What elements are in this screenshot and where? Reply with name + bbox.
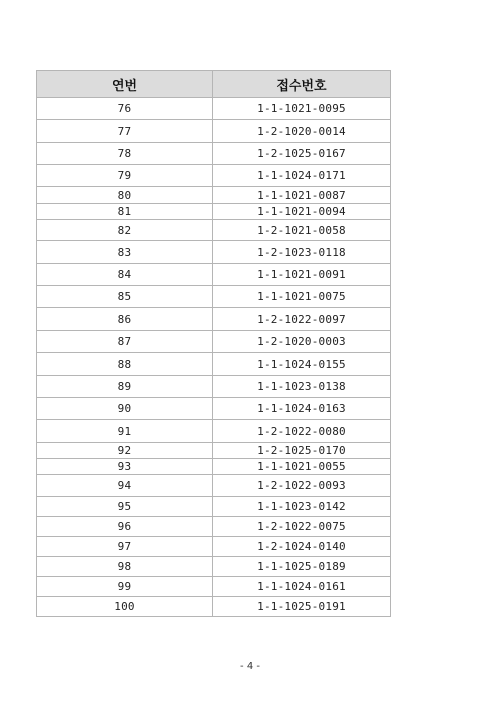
serial-number-cell: 94 (37, 475, 213, 497)
serial-number-cell: 93 (37, 459, 213, 475)
table-row (37, 331, 391, 353)
table-row (37, 220, 391, 241)
receipt-number-cell: 1-2-1025-0170 (213, 443, 391, 459)
table-row (37, 264, 391, 286)
table-row (37, 143, 391, 165)
serial-number-cell: 98 (37, 557, 213, 577)
receipt-number-cell: 1-2-1022-0093 (213, 475, 391, 497)
serial-number-cell: 80 (37, 187, 213, 204)
receipt-number-cell: 1-2-1020-0014 (213, 120, 391, 143)
receipt-number-cell: 1-1-1021-0091 (213, 264, 391, 286)
table-header (37, 71, 391, 98)
table-row (37, 204, 391, 220)
serial-number-cell: 76 (37, 98, 213, 120)
serial-number-cell: 92 (37, 443, 213, 459)
receipt-number-cell: 1-1-1021-0094 (213, 204, 391, 220)
table-row (37, 577, 391, 597)
receipt-number-cell: 1-2-1024-0140 (213, 537, 391, 557)
receipt-number-cell: 1-1-1023-0142 (213, 497, 391, 517)
table-body (37, 98, 391, 617)
table-row (37, 459, 391, 475)
serial-number-cell: 91 (37, 420, 213, 443)
serial-number-cell: 77 (37, 120, 213, 143)
serial-number-cell: 99 (37, 577, 213, 597)
serial-number-cell: 78 (37, 143, 213, 165)
serial-number-cell: 85 (37, 286, 213, 308)
receipt-number-cell: 1-1-1024-0161 (213, 577, 391, 597)
header-row (37, 71, 391, 98)
table-row (37, 286, 391, 308)
header-serial-number: 연번 (37, 71, 213, 98)
table-row (37, 557, 391, 577)
serial-number-cell: 100 (37, 597, 213, 617)
serial-number-cell: 84 (37, 264, 213, 286)
receipt-number-cell: 1-1-1021-0055 (213, 459, 391, 475)
serial-number-cell: 88 (37, 353, 213, 376)
receipt-number-cell: 1-2-1025-0167 (213, 143, 391, 165)
table-row (37, 187, 391, 204)
serial-number-cell: 82 (37, 220, 213, 241)
table-row (37, 475, 391, 497)
serial-number-cell: 89 (37, 376, 213, 398)
serial-number-cell: 97 (37, 537, 213, 557)
serial-number-cell: 79 (37, 165, 213, 187)
table-row (37, 241, 391, 264)
receipt-number-cell: 1-2-1022-0080 (213, 420, 391, 443)
page-number: - 4 - (240, 661, 260, 672)
table-row (37, 308, 391, 331)
receipt-number-cell: 1-1-1025-0191 (213, 597, 391, 617)
serial-number-cell: 87 (37, 331, 213, 353)
receipt-number-table (36, 70, 391, 617)
receipt-number-cell: 1-2-1020-0003 (213, 331, 391, 353)
table-row (37, 353, 391, 376)
table-row (37, 98, 391, 120)
serial-number-cell: 83 (37, 241, 213, 264)
serial-number-cell: 81 (37, 204, 213, 220)
serial-number-cell: 96 (37, 517, 213, 537)
table-row (37, 597, 391, 617)
serial-number-cell: 95 (37, 497, 213, 517)
table-row (37, 420, 391, 443)
receipt-number-cell: 1-1-1024-0155 (213, 353, 391, 376)
table-row (37, 497, 391, 517)
serial-number-cell: 90 (37, 398, 213, 420)
receipt-number-cell: 1-1-1025-0189 (213, 557, 391, 577)
table-row (37, 537, 391, 557)
table-row (37, 517, 391, 537)
receipt-number-cell: 1-2-1023-0118 (213, 241, 391, 264)
receipt-number-cell: 1-1-1023-0138 (213, 376, 391, 398)
header-receipt-number: 접수번호 (213, 71, 391, 98)
table-row (37, 120, 391, 143)
table-row (37, 398, 391, 420)
receipt-number-cell: 1-2-1022-0097 (213, 308, 391, 331)
receipt-number-cell: 1-1-1021-0075 (213, 286, 391, 308)
receipt-number-cell: 1-2-1021-0058 (213, 220, 391, 241)
receipt-number-cell: 1-1-1024-0163 (213, 398, 391, 420)
table-row (37, 376, 391, 398)
receipt-number-cell: 1-2-1022-0075 (213, 517, 391, 537)
table-row (37, 443, 391, 459)
receipt-number-cell: 1-1-1021-0095 (213, 98, 391, 120)
table-row (37, 165, 391, 187)
serial-number-cell: 86 (37, 308, 213, 331)
receipt-number-cell: 1-1-1024-0171 (213, 165, 391, 187)
receipt-number-cell: 1-1-1021-0087 (213, 187, 391, 204)
